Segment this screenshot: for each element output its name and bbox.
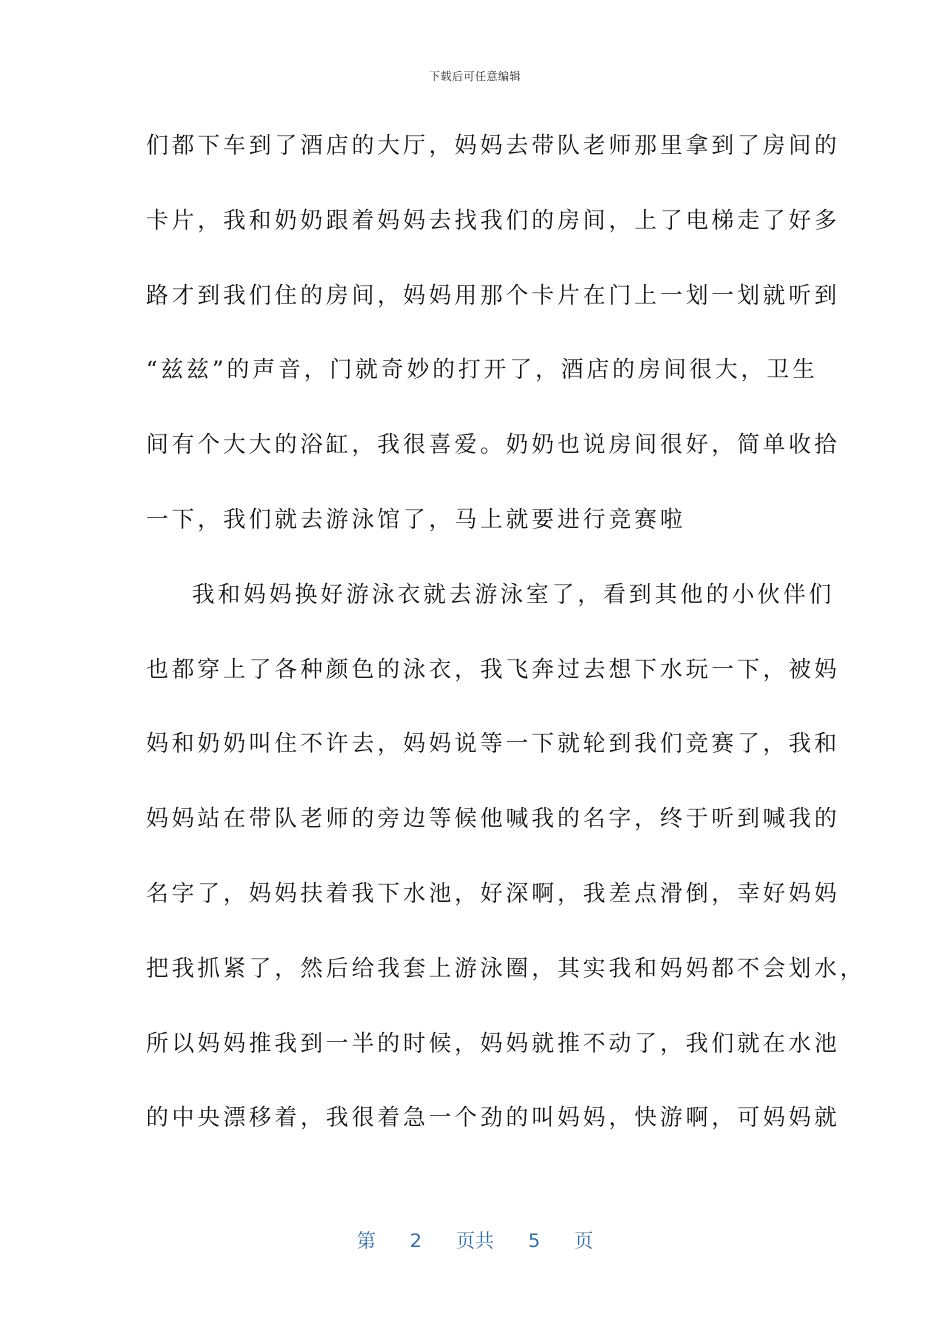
text-line: 也都穿上了各种颜色的泳衣，我飞奔过去想下水玩一下，被妈 [146, 656, 840, 683]
footer-prefix: 第 [356, 1230, 376, 1252]
current-page-number: 2 [409, 1230, 422, 1252]
text-line: 的中央漂移着，我很着急一个劲的叫妈妈，快游啊，可妈妈就 [146, 1105, 840, 1132]
text-line: 路才到我们住的房间，妈妈用那个卡片在门上一划一划就听到 [146, 282, 840, 309]
text-line: 所以妈妈推我到一半的时候，妈妈就推不动了，我们就在水池 [146, 1030, 840, 1057]
text-line: 名字了，妈妈扶着我下水池，好深啊，我差点滑倒，幸好妈妈 [146, 880, 840, 907]
text-line: 们都下车到了酒店的大厅，妈妈去带队老师那里拿到了房间的 [146, 133, 840, 159]
document-body [146, 122, 866, 1169]
text-line: 间有个大大的浴缸，我很喜爱。奶奶也说房间很好，简单收拾 [146, 432, 840, 459]
page-header: 下载后可任意编辑 [429, 70, 521, 83]
footer-middle: 页共 [455, 1230, 494, 1252]
footer-suffix: 页 [574, 1230, 594, 1252]
text-line: 卡片，我和奶奶跟着妈妈去找我们的房间，上了电梯走了好多 [146, 207, 840, 234]
text-line: 妈和奶奶叫住不许去，妈妈说等一下就轮到我们竞赛了，我和 [146, 731, 840, 758]
text-line: 一下，我们就去游泳馆了，马上就要进行竞赛啦 [146, 506, 686, 533]
text-line: “兹兹”的声音，门就奇妙的打开了，酒店的房间很大，卫生 [146, 357, 818, 384]
text-line: 妈妈站在带队老师的旁边等候他喊我的名字，终于听到喊我的 [146, 806, 840, 833]
text-line: 把我抓紧了，然后给我套上游泳圈，其实我和妈妈都不会划水， [146, 955, 866, 982]
text-line: 我和妈妈换好游泳衣就去游泳室了，看到其他的小伙伴们 [192, 581, 835, 608]
page-number-footer [0, 1226, 950, 1253]
total-page-count: 5 [528, 1230, 541, 1252]
